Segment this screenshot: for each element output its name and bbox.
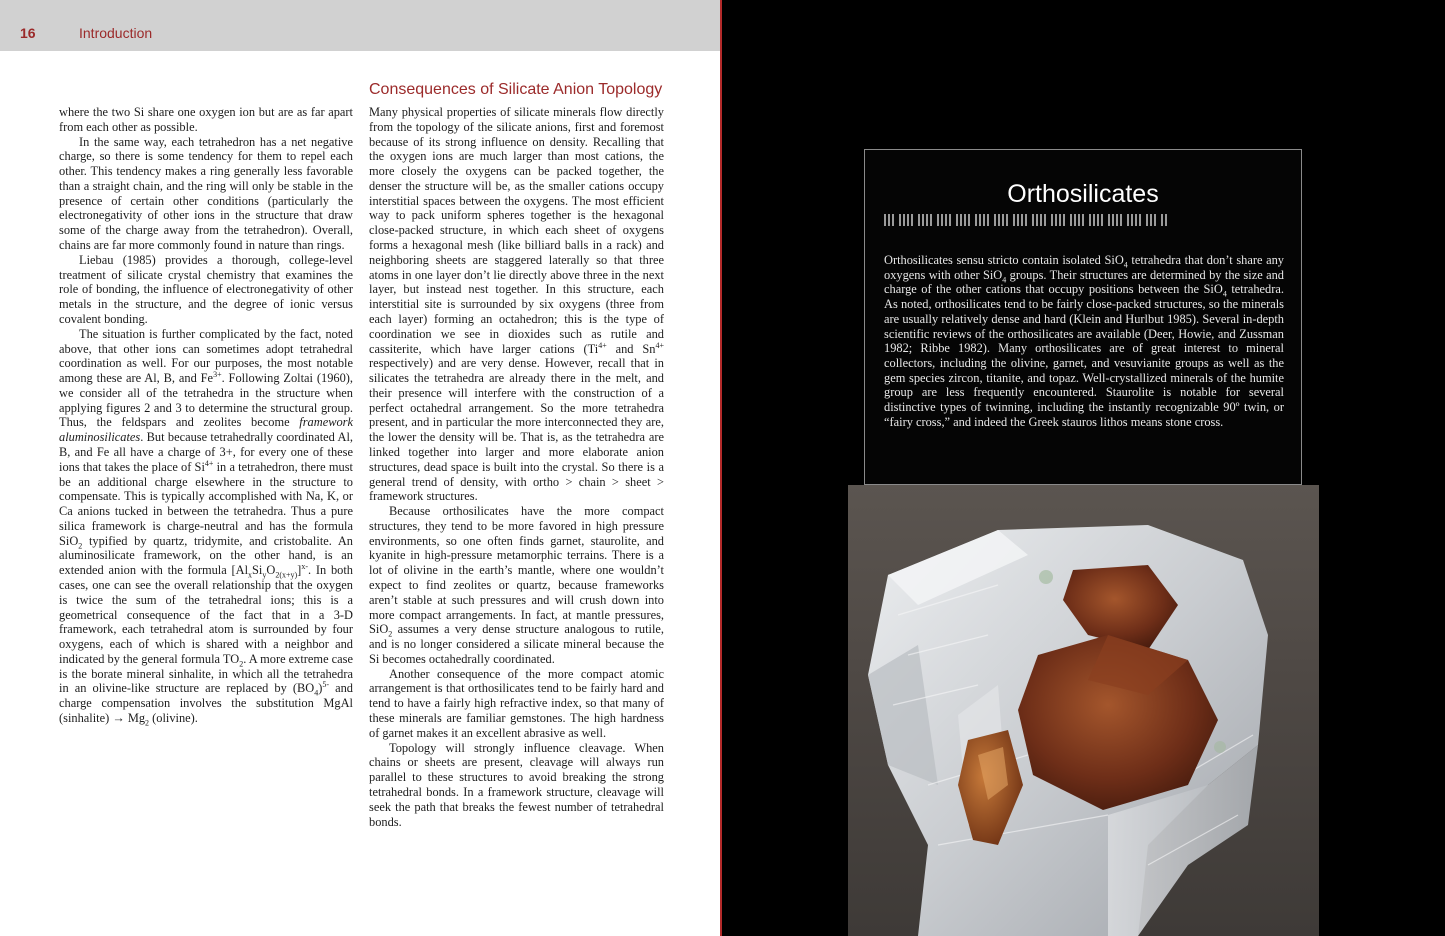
sidebar-text: Orthosilicates sensu stricto contain isolated SiO$_4$ tetrahedra that don’t share any oxygens with other SiO$_4$ groups. Their structures are determined by the size and charge of the other cations that occupy positions between the SiO$_4$ tetrahedra. As noted, orthosilicates tend to be fairly close-packed structures, so the minerals are usually relatively dense and hard (Klein and Hurlbut 1985). Several in-depth scientific reviews of the orthosilicates are available (Deer, Howie, and Zussman 1982; Ribbe 1982). Many orthosilicates are of great interest to mineral collectors, including the olivine, garnet, and vesuvianite groups as well as the gem species zircon, titanite, and topaz. Well-crystallized minerals of the humite group are less frequently encountered. Staurolite is notable for several distinctive types of twinning, including the instantly recognizable 90º twin, or “fairy cross,” and indeed the Greek stauros lithos means stone cross. xyxy=(884,253,1285,429)
italic-term: framework aluminosilicates xyxy=(59,415,353,445)
paragraph: Many physical properties of silicate minerals flow directly from the topology of the silicate anions, first and foremost because of its strong influence on density. Recalling that the oxygen ions are much larger than most cations, the more closely the oxygens can be packed together, the denser the structure will be, as the smaller cations occupy interstitial spaces between the oxygens. The most efficient way to pack uniform spheres together is the hexagonal close-packed structure, in which each sheet of oxygens forms a hexagonal mesh (like billiard balls in a rack) and neighboring sheets are staggered laterally so that three atoms in one layer don’t lie directly above three in the next layer, but instead nest together. In this structure, each interstitial site is surrounded by six oxygens (three from each layer) forming an octahedron; this is the type of coordination we see in dioxides such as rutile and cassiterite, which have larger cations ($Ti^{4+}$ and $Sn^{4+}$ respectively) and are very dense. However, recall that in silicates the tetrahedra are already there in the melt, and their presence will interfere with the construction of a perfect octahedral arrangement. So the more tetrahedra present, and in particular the more interconnected they are, the lower the density will be. That is, as the tetrahedra are linked together into larger and more elaborate anion structures, dead space is built into the crystal. So there is a general trend of density, with ortho > chain > sheet > framework structures. xyxy=(369,105,664,504)
right-page xyxy=(722,0,1445,936)
paragraph: In the same way, each tetrahedron has a net negative charge, so there is some tendency for them to repel each other. This tendency makes a ring generally less favorable than a straight chain, and the ring will only be stable in the presence of certain other conditions (particularly the electronegativity of other ions in the structure that draw some of the charge away from the tetrahedron). Overall, chains are far more commonly found in nature than rings. xyxy=(59,134,353,253)
page-number: 16 xyxy=(20,25,36,41)
decorative-barcode-rule xyxy=(884,214,1167,226)
section-heading: Consequences of Silicate Anion Topology xyxy=(369,81,663,98)
chapter-title: Introduction xyxy=(79,25,153,41)
text-column-left xyxy=(59,105,353,726)
running-header xyxy=(0,0,722,51)
sidebar-box xyxy=(864,149,1302,485)
left-page xyxy=(0,0,722,936)
paragraph: where the two Si share one oxygen ion but are as far apart from each other as possible. xyxy=(59,105,353,134)
sidebar-title: Orthosilicates xyxy=(1007,180,1159,208)
paragraph: Because orthosilicates have the more compact structures, they tend to be more favored in high pressure environments, so one often finds garnet, staurolite, and kyanite in high-pressure metamorphic terrains. There is a lot of olivine in the earth’s mantle, where one wouldn’t expect to find zeolites or quartz, because frameworks aren’t stable at such pressures and will crush down into more compact arrangements. In fact, at mantle pressures, SiO$_2$ assumes a very dense structure analogous to rutile, and is no longer considered a silicate mineral because the Si becomes octahedrally coordinated. xyxy=(369,504,664,666)
paragraph: Topology will strongly influence cleavage. When chains or sheets are present, cleavage will always run parallel to these structures to avoid breaking the strong tetrahedral bonds. In a framework structure, cleavage will seek the path that breaks the fewest number of tetrahedral bonds. xyxy=(369,740,664,829)
paragraph: Another consequence of the more compact atomic arrangement is that orthosilicates tend to be fairly hard and tend to have a fairly high refractive index, so that many of these minerals are familiar gemstones. The high hardness of garnet makes it an excellent abrasive as well. xyxy=(369,666,664,740)
paragraph: The situation is further complicated by the fact, noted above, that other ions can sometimes adopt tetrahedral coordination as well. For our purposes, the most notable among these are Al, B, and $Fe^{3+}$. Following Zoltai (1960), we consider all of the tetrahedra in the structure when applying figures 2 and 3 to determine the structural group. Thus, the feldspars and zeolites become framework aluminosilicates. But because tetrahedrally coordinated Al, B, and Fe all have a charge of 3+, for every one of these ions that takes the place of $Si^{4+}$ in a tetrahedron, there must be an additional charge elsewhere in the structure to compensate. This is typically accomplished with Na, K, or Ca anions tucked in between the tetrahedra. Thus a pure silica framework is charge-neutral and has the formula SiO$_2$ typified by quartz, tridymite, and cristobalite. An aluminosilicate framework, on the other hand, is an extended anion with the formula $[Al_xSi_yO_{2(x+y)}]^{x-}$. In both cases, one can see the overall relationship that the oxygen is twice the sum of the tetrahedral ions; this is a geometrical consequence of the fact that in a 3-D framework, each tetrahedral atom is surrounded by four oxygens, each of which is shared with a neighbor and indicated by the general formula $TO_2$. A more extreme case is the borate mineral sinhalite, in which all the tetrahedra in an olivine-like structure are replaced by $(BO_4)^{5-}$ and charge compensation involves the substitution MgAl (sinhalite) → $Mg_2$ (olivine). xyxy=(59,326,353,728)
mineral-photo xyxy=(848,485,1319,936)
paragraph: Liebau (1985) provides a thorough, college-level treatment of silicate crystal chemistry that examines the role of bonding, the influence of electronegativity of other metals in the structure, and the degree of ionic versus covalent bonding. xyxy=(59,252,353,326)
text-column-right xyxy=(369,105,664,829)
